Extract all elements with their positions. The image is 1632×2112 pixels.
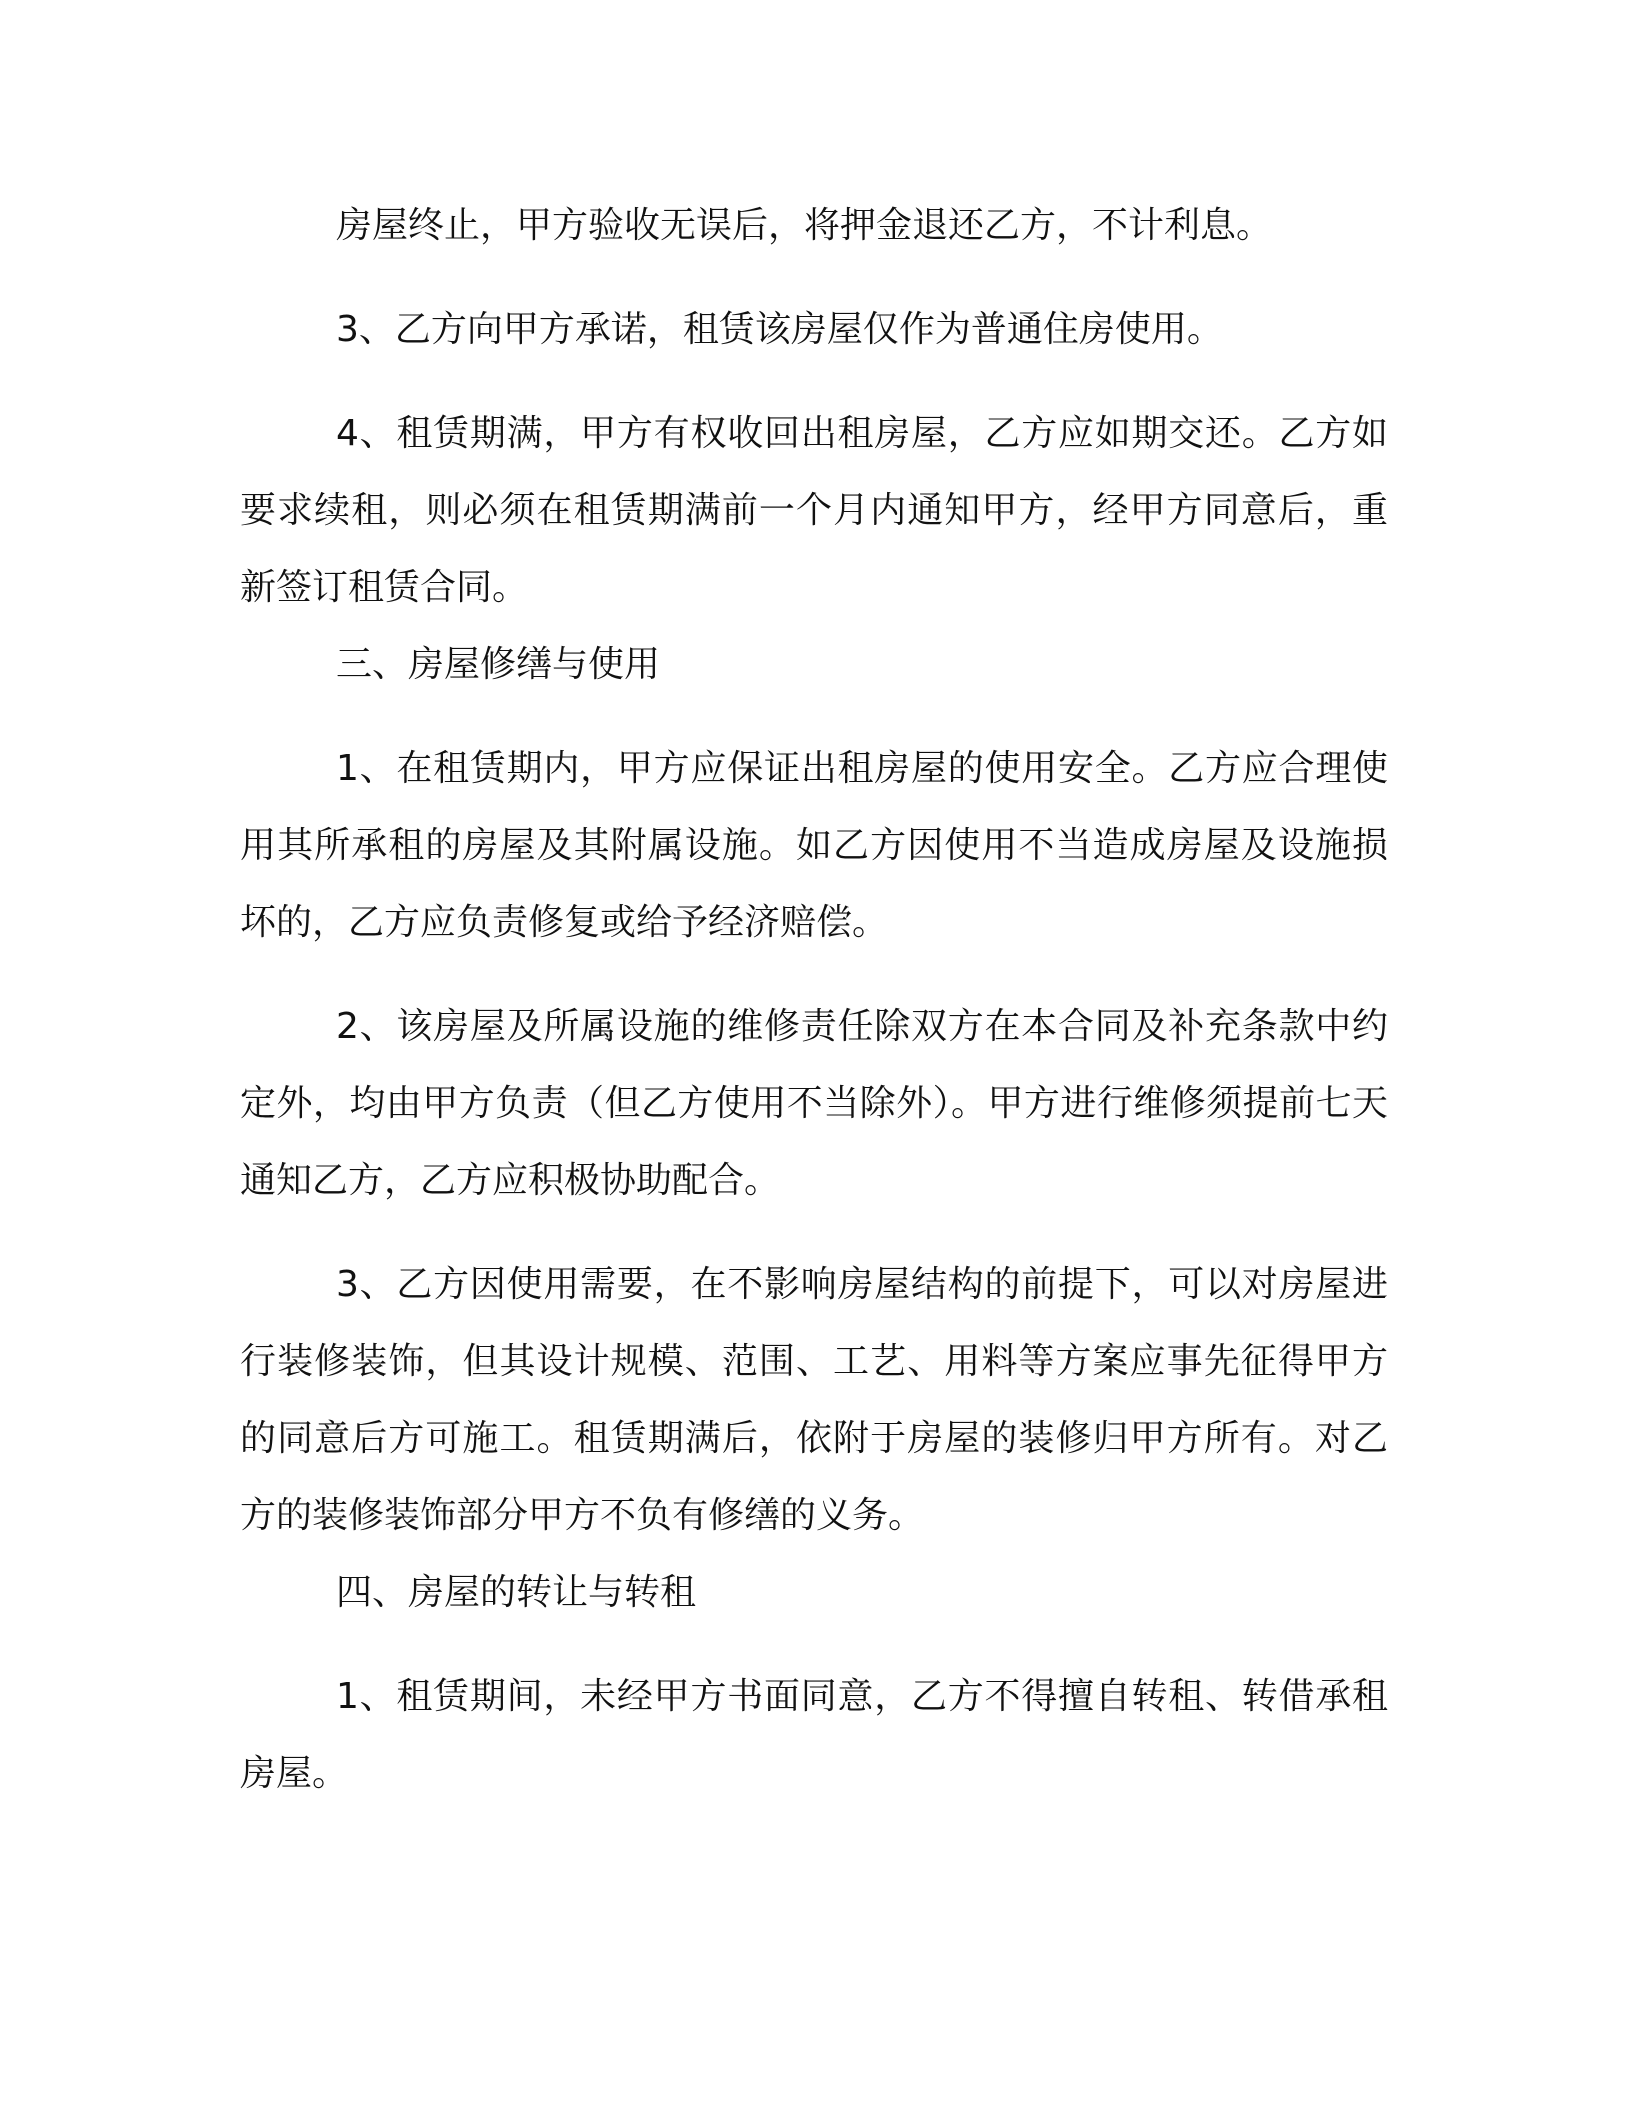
paragraph-repair-clause-2: 2、该房屋及所属设施的维修责任除双方在本合同及补充条款中约定外，均由甲方负责（但乙方使用不当除外）。甲方进行维修须提前七天通知乙方，乙方应积极协助配合。 xyxy=(240,1006,1388,1201)
paragraph-deposit-return: 房屋终止，甲方验收无误后，将押金退还乙方，不计利息。 xyxy=(336,205,1273,246)
paragraph-repair-clause-3: 3、乙方因使用需要，在不影响房屋结构的前提下，可以对房屋进行装修装饰，但其设计规模、范围、工艺、用料等方案应事先征得甲方的同意后方可施工。租赁期满后，依附于房屋的装修归甲方所有。对乙方的装修装饰部分甲方不负有修缮的义务。 xyxy=(240,1264,1388,1536)
paragraph-clause-3-residential-use: 3、乙方向甲方承诺，租赁该房屋仅作为普通住房使用。 xyxy=(336,309,1223,350)
paragraph-transfer-clause-1: 1、租赁期间，未经甲方书面同意，乙方不得擅自转租、转借承租房屋。 xyxy=(240,1676,1388,1794)
paragraph-clause-4-lease-expiry: 4、租赁期满，甲方有权收回出租房屋，乙方应如期交还。乙方如要求续租，则必须在租赁期满前一个月内通知甲方，经甲方同意后，重新签订租赁合同。 xyxy=(240,413,1388,608)
section-heading-repair-and-use: 三、房屋修缮与使用 xyxy=(336,644,661,685)
section-heading-transfer-and-sublet: 四、房屋的转让与转租 xyxy=(336,1572,697,1613)
document-body xyxy=(240,187,1388,1812)
paragraph-repair-clause-1: 1、在租赁期内，甲方应保证出租房屋的使用安全。乙方应合理使用其所承租的房屋及其附属设施。如乙方因使用不当造成房屋及设施损坏的，乙方应负责修复或给予经济赔偿。 xyxy=(240,748,1388,943)
